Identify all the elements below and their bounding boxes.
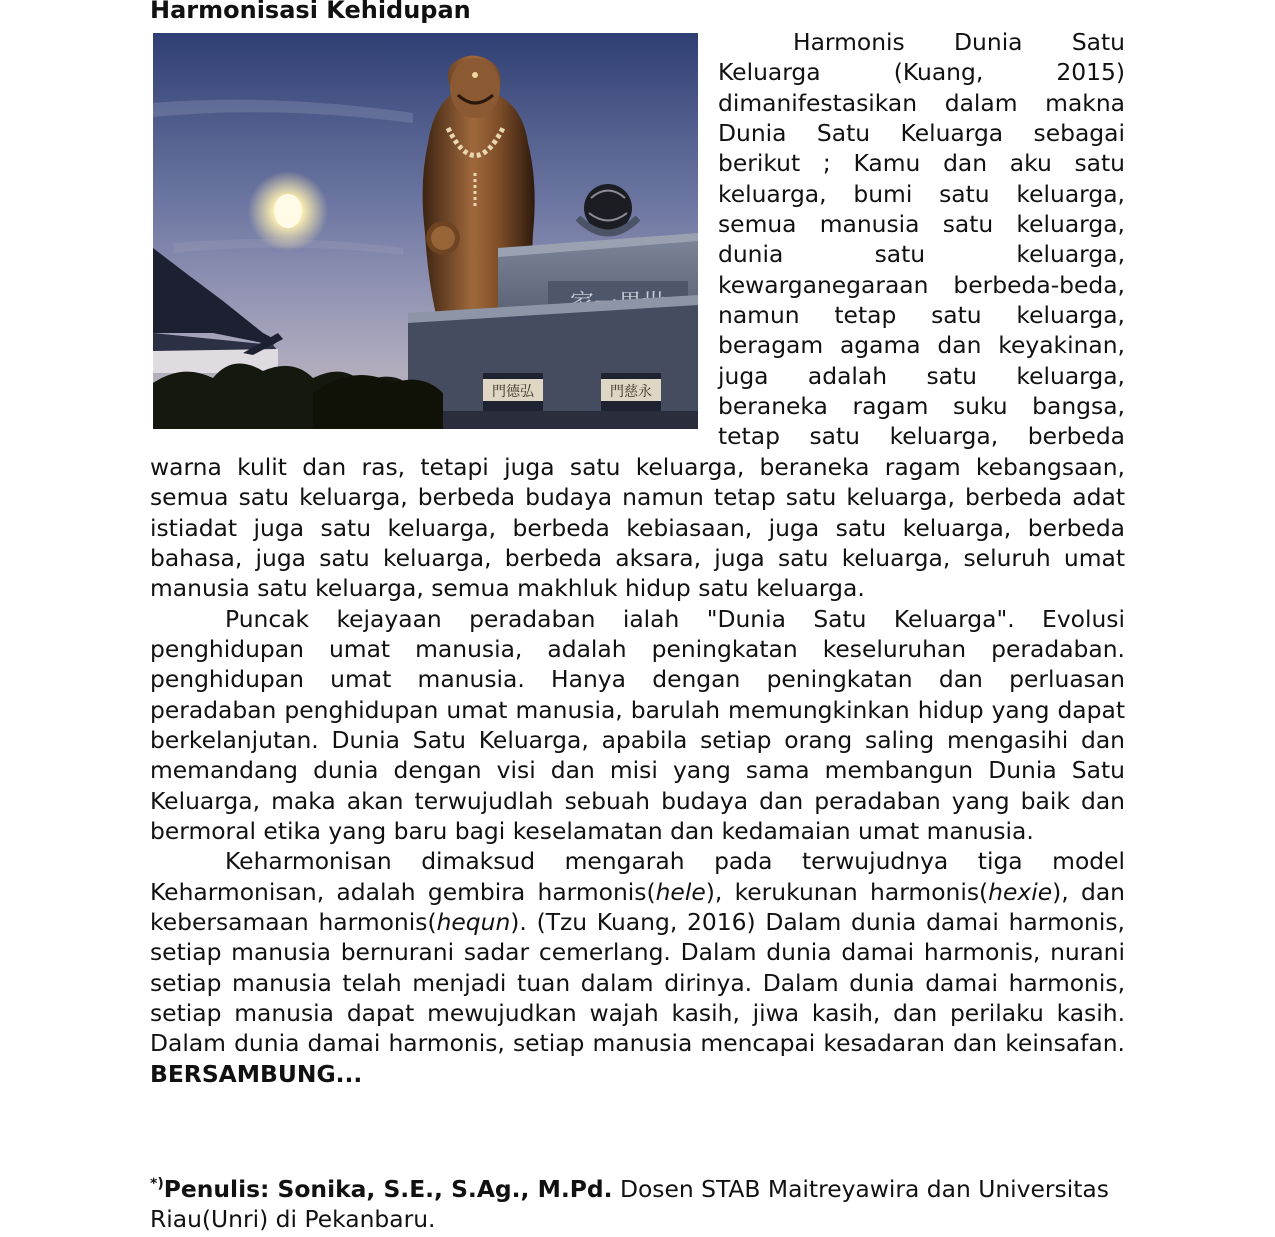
author-affiliation: Dosen STAB Maitreyawira dan Universitas Riau(Unri) di Pekanbaru. [150, 1175, 1109, 1233]
p3-text-a: Keharmonisan dimaksud mengarah pada terwujudnya tiga model Keharmonisan, adalah gembira harmonis( [150, 847, 1125, 906]
p3-term-hequn: hequn [436, 907, 511, 936]
p3-term-hele: hele [655, 877, 706, 906]
p3-text-b: ), kerukunan harmonis( [705, 877, 989, 906]
p3-term-hexie: hexie [988, 877, 1053, 906]
p3-text-d: ). (Tzu Kuang, 2016) Dalam dunia damai harmonis, setiap manusia bernurani sadar cemerlang. Dalam dunia damai harmonis, nurani setiap manusia telah menjadi tuan dalam dirinya. Dalam dunia damai harmonis, setiap manusia dapat mewujudkan wajah kasih, jiwa kasih, dan perilaku kasih. Dalam dunia damai harmonis, setiap manusia mencapai kesadaran dan keinsafan. [150, 907, 1125, 1058]
author-label: Penulis: Sonika, S.E., S.Ag., M.Pd. [163, 1175, 613, 1203]
buddha-statue-photo [153, 33, 698, 429]
paragraph-2: Puncak kejayaan peradaban ialah "Dunia Satu Keluarga". Evolusi penghidupan umat manusia, adalah peningkatan keseluruhan peradaban. penghidupan umat manusia. Hanya dengan peningkatan dan perluasan peradaban penghidupan umat manusia, barulah memungkinkan hidup yang dapat berkelanjutan. Dunia Satu Keluarga, apabila setiap orang saling mengasihi dan memandang dunia dengan visi dan misi yang sama membangun Dunia Satu Keluarga, maka akan terwujudlah sebuah budaya dan peradaban yang baik dan bermoral etika yang baru bagi keselamatan dan kedamaian umat manusia. [150, 604, 1125, 845]
left-door-plaque: 門德弘 [492, 384, 534, 400]
article-title: Harmonisasi Kehidupan [150, 0, 471, 24]
author-note [150, 1174, 1150, 1234]
article-body [150, 27, 1125, 1089]
right-door-plaque: 門慈永 [610, 384, 652, 400]
footnote-marker: *) [150, 1176, 164, 1192]
paragraph-1: Harmonis Dunia Satu Keluarga (Kuang, 2015) dimanifestasikan dalam makna Dunia Satu Keluarga sebagai berikut ; Kamu dan aku satu keluarga, bumi satu keluarga, semua manusia satu keluarga, dunia satu keluarga, kewarganegaraan berbeda-beda, namun tetap satu keluarga, beragam agama dan keyakinan, juga adalah satu keluarga, beraneka ragam suku bangsa, tetap satu keluarga, berbeda warna kulit dan ras, tetapi juga satu keluarga, beraneka ragam kebangsaan, semua satu keluarga, berbeda budaya namun tetap satu keluarga, berbeda adat istiadat juga satu keluarga, berbeda kebiasaan, juga satu keluarga, berbeda bahasa, juga satu keluarga, berbeda aksara, juga satu keluarga, seluruh umat manusia satu keluarga, semua makhluk hidup satu keluarga. [150, 28, 1125, 603]
p3-text-c: ), dan kebersamaan harmonis( [150, 877, 1125, 936]
paragraph-3 [150, 846, 1125, 1089]
continued-label: BERSAMBUNG... [150, 1059, 363, 1088]
